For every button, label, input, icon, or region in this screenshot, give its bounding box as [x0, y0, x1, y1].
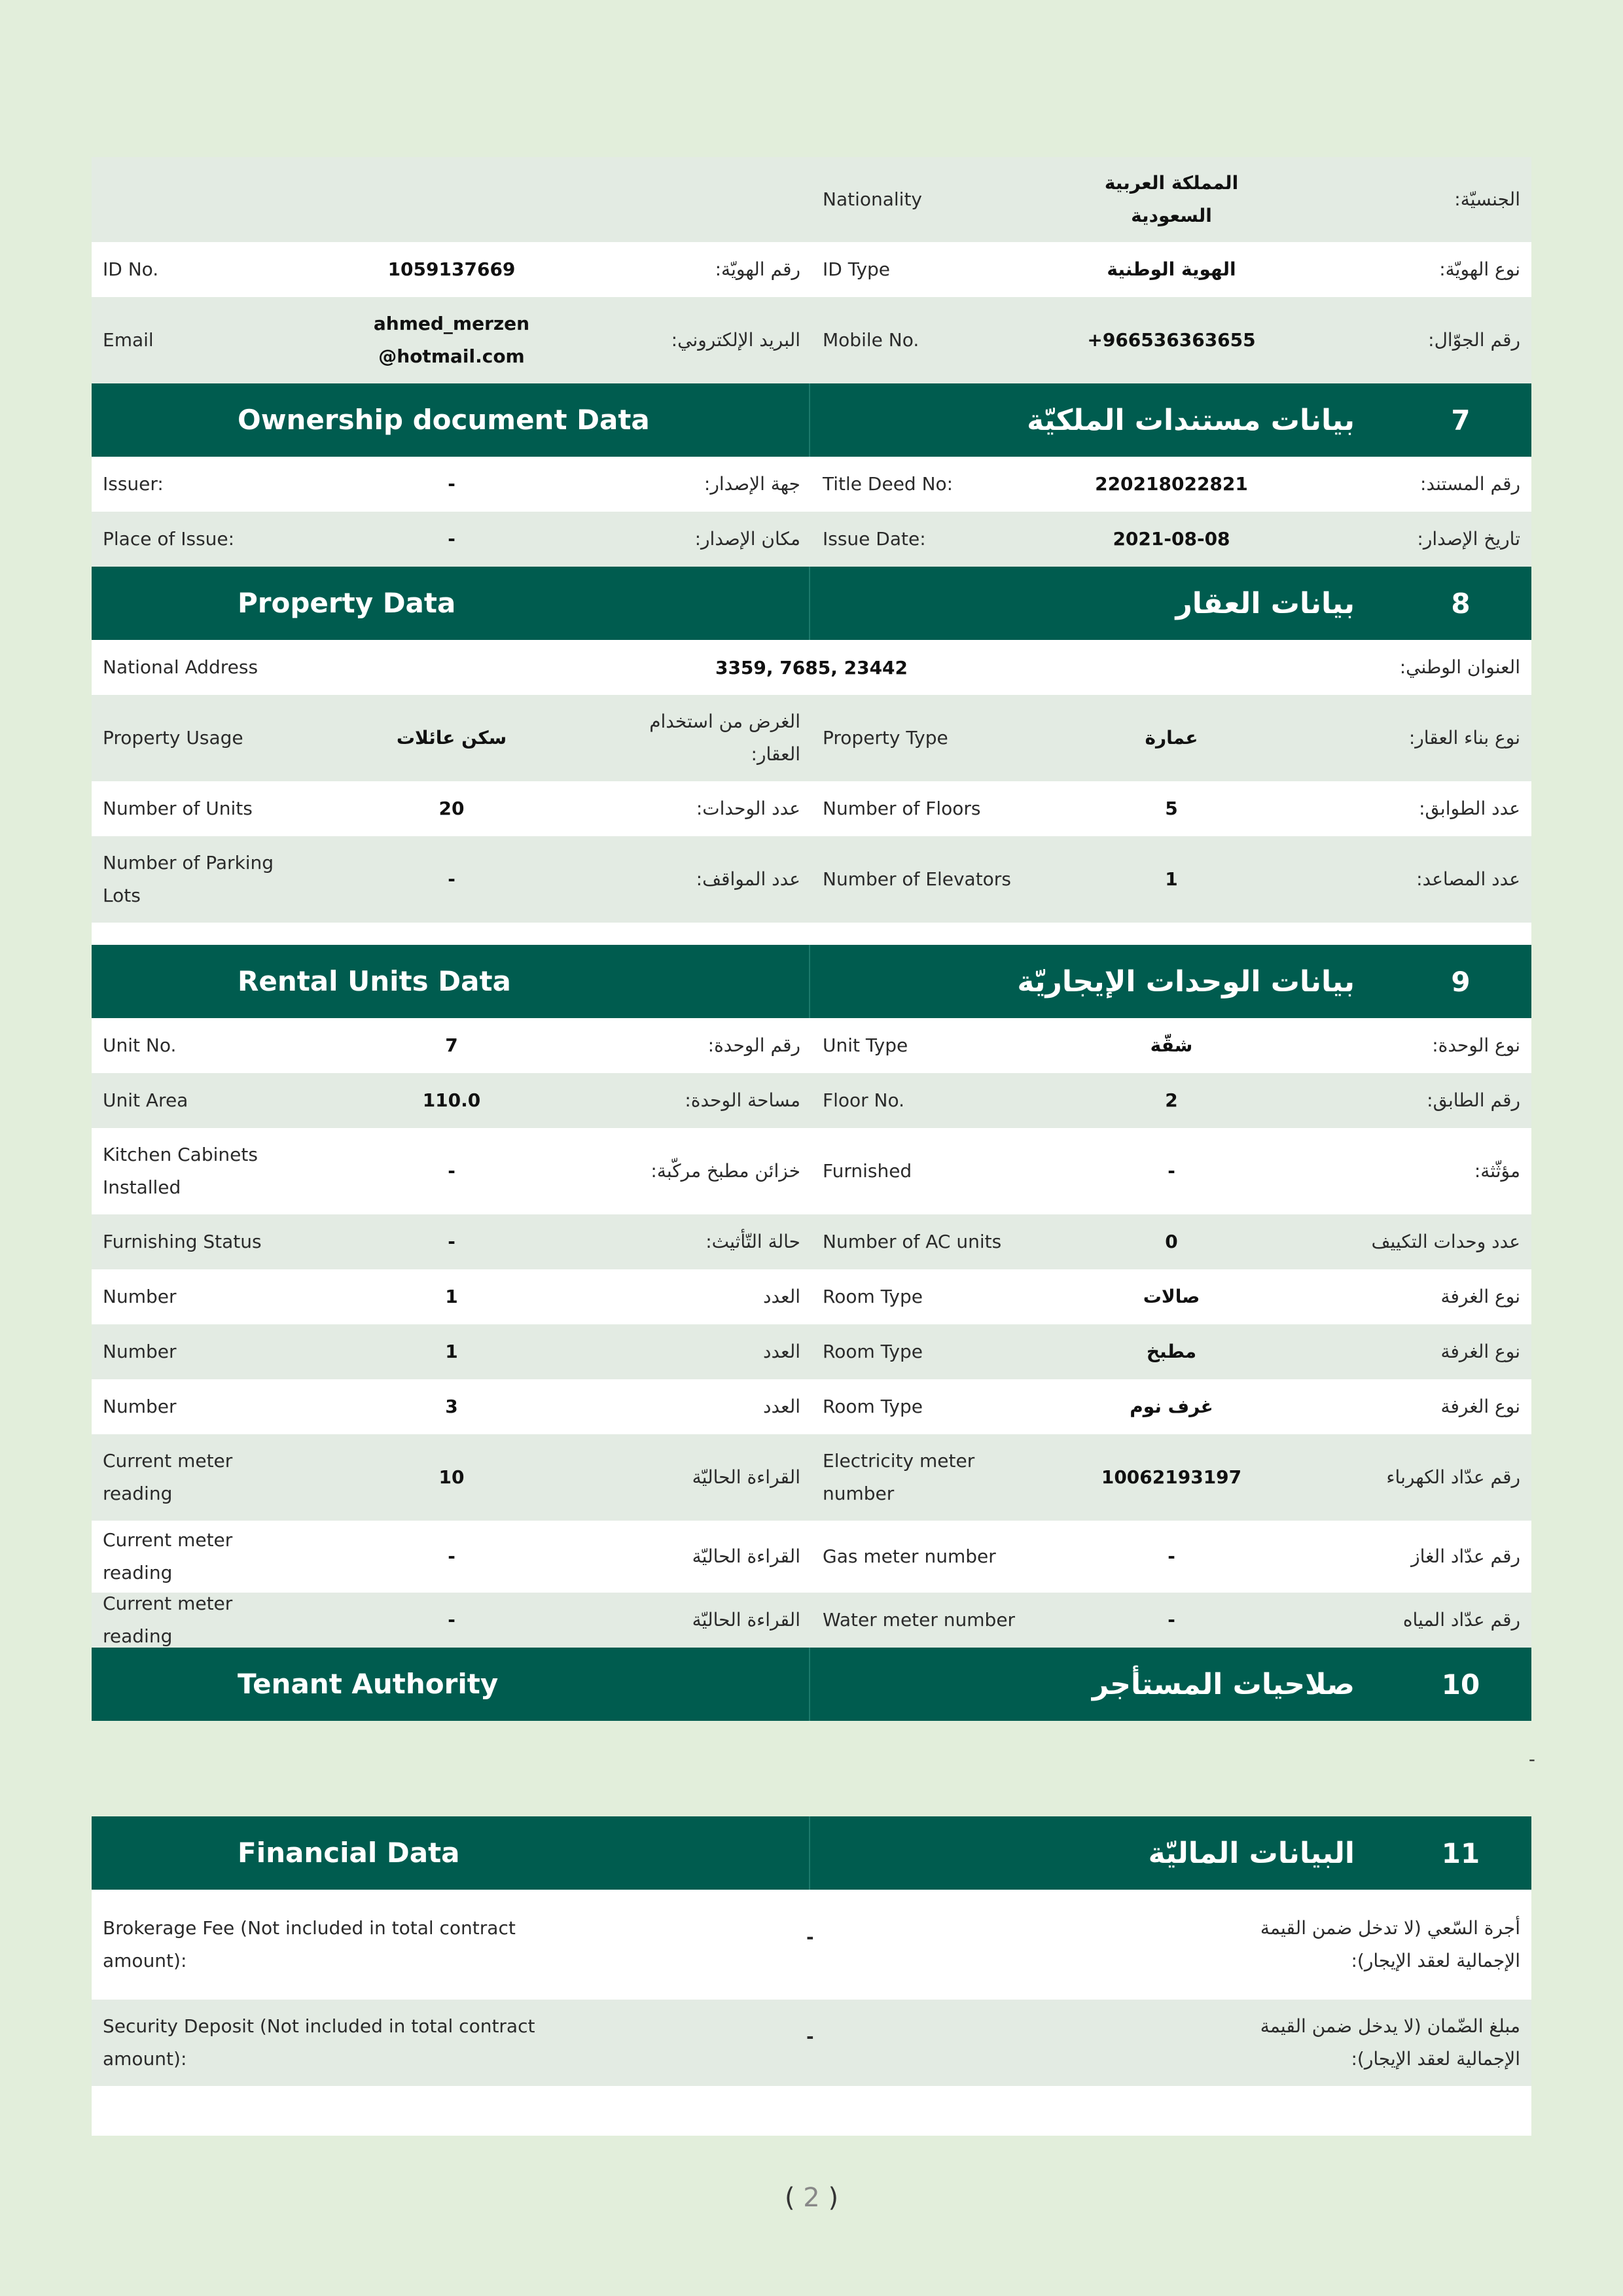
email-label-en: Email: [103, 329, 154, 351]
water-meter-label-en: Water meter number: [823, 1609, 1016, 1631]
email-value: ahmed_merzen@hotmail.com: [373, 313, 530, 367]
room-count-value: 1: [445, 1341, 458, 1362]
section-title-en: Tenant Authority: [92, 1648, 810, 1721]
table-row: [92, 836, 1531, 923]
nationality-value: المملكة العربية السعودية: [1104, 172, 1239, 226]
floors-label-ar: عدد الطوابق:: [1419, 798, 1520, 819]
section-title-ar: صلاحيات المستأجر: [1092, 1667, 1355, 1701]
issuer-label-ar: جهة الإصدار:: [704, 473, 800, 495]
section-title-ar: بيانات العقار: [1175, 586, 1355, 620]
section-header-ownership: [92, 383, 1531, 457]
type-value: عمارة: [1145, 727, 1198, 749]
mobile-row: [812, 324, 1531, 357]
table-row: [92, 781, 1531, 836]
section-title-ar-group: [810, 567, 1531, 640]
room-count-label-ar: العدد: [763, 1341, 800, 1362]
table-row: [92, 1521, 1531, 1593]
ac-label-en: Number of AC units: [823, 1231, 1002, 1252]
table-row: [92, 512, 1531, 567]
furnished-label-ar: مؤثّثة:: [1474, 1160, 1520, 1182]
unit-no-label-ar: رقم الوحدة:: [707, 1034, 800, 1056]
gas-reading-value: -: [448, 1545, 455, 1567]
floors-label-en: Number of Floors: [823, 798, 981, 819]
room-count-label-en: Number: [103, 1341, 177, 1362]
elevators-label-ar: عدد المصاعد:: [1416, 868, 1520, 890]
issuer-row: [92, 468, 812, 501]
furnishing-label-en: Furnishing Status: [103, 1231, 262, 1252]
id-no-row: [92, 253, 812, 286]
table-row: [92, 1593, 1531, 1648]
water-meter-row: [812, 1604, 1531, 1636]
floors-value: 5: [1165, 798, 1178, 819]
place-label-ar: مكان الإصدار:: [694, 528, 800, 550]
gas-reading-label-ar: القراءة الحاليّة: [692, 1545, 800, 1567]
address-label-ar: العنوان الوطني:: [1399, 656, 1520, 678]
elec-meter-label-ar: رقم عدّاد الكهرباء: [1386, 1466, 1520, 1488]
table-row: [92, 297, 1531, 383]
id-type-row: [812, 253, 1531, 286]
section-header-property: [92, 567, 1531, 640]
room-type-value: مطبخ: [1146, 1341, 1197, 1362]
room-type-value: غرف نوم: [1130, 1396, 1213, 1417]
section-header-authority: [92, 1648, 1531, 1721]
unit-type-value: شقّة: [1150, 1034, 1193, 1056]
nationality-label-en: Nationality: [823, 188, 923, 210]
id-type-label-ar: نوع الهويّة:: [1439, 258, 1520, 280]
furnishing-row: [92, 1226, 812, 1258]
section-title-ar-group: [810, 1816, 1531, 1890]
table-row: [92, 1214, 1531, 1269]
room-type-label-ar: نوع الغرفة: [1440, 1286, 1520, 1307]
page-number: [0, 2183, 1623, 2213]
kitchen-row: [92, 1139, 812, 1204]
water-reading-value: -: [448, 1609, 455, 1631]
brokerage-value: -: [806, 1926, 814, 1948]
section-number: 10: [1441, 1668, 1480, 1701]
section-number: 11: [1441, 1837, 1480, 1869]
elec-reading-label-en: Current meter reading: [103, 1450, 233, 1504]
deposit-label-en: Security Deposit (Not included in total contract amount):: [103, 2015, 535, 2070]
usage-row: [92, 705, 812, 771]
email-label-ar: البريد الإلكتروني:: [671, 329, 800, 351]
email-row: [92, 308, 812, 373]
parking-label-en: Number of Parking Lots: [103, 852, 274, 906]
table-row: [92, 1269, 1531, 1324]
kitchen-value: -: [448, 1160, 455, 1182]
room-count-value: 3: [445, 1396, 458, 1417]
issue-date-label-en: Issue Date:: [823, 528, 926, 550]
nationality-row: [812, 167, 1531, 232]
room-count-value: 1: [445, 1286, 458, 1307]
deposit-value: -: [806, 2026, 814, 2047]
gas-meter-value: -: [1168, 1545, 1175, 1567]
room-count-label-en: Number: [103, 1286, 177, 1307]
table-row: [92, 242, 1531, 297]
section-title-ar: بيانات الوحدات الإيجاريّة: [1017, 964, 1355, 998]
room-type-label-en: Room Type: [823, 1341, 923, 1362]
water-reading-label-en: Current meter reading: [103, 1593, 233, 1647]
id-type-value: الهوية الوطنية: [1107, 258, 1236, 280]
mobile-label-en: Mobile No.: [823, 329, 919, 351]
table-row: [92, 1324, 1531, 1379]
section-number: 9: [1451, 965, 1471, 998]
deed-no-label-en: Title Deed No:: [823, 473, 954, 495]
room-count-row: [92, 1335, 812, 1368]
area-value: 110.0: [422, 1089, 481, 1111]
ac-row: [812, 1226, 1531, 1258]
gas-reading-row: [92, 1524, 812, 1589]
id-no-label-ar: رقم الهويّة:: [715, 258, 800, 280]
elec-meter-value: 10062193197: [1101, 1466, 1242, 1488]
furnished-row: [812, 1155, 1531, 1188]
room-type-label-ar: نوع الغرفة: [1440, 1341, 1520, 1362]
mobile-value: +966536363655: [1087, 329, 1256, 351]
spacer-row: [92, 923, 1531, 945]
elec-reading-label-ar: القراءة الحاليّة: [692, 1466, 800, 1488]
unit-no-row: [92, 1029, 812, 1062]
room-count-label-ar: العدد: [763, 1396, 800, 1417]
room-count-row: [92, 1280, 812, 1313]
area-label-en: Unit Area: [103, 1089, 188, 1111]
floor-no-value: 2: [1165, 1089, 1178, 1111]
unit-type-row: [812, 1029, 1531, 1062]
room-count-label-en: Number: [103, 1396, 177, 1417]
elec-meter-label-en: Electricity meter number: [823, 1450, 975, 1504]
section-number: 8: [1451, 587, 1471, 620]
place-value: -: [448, 528, 455, 550]
furnished-value: -: [1168, 1160, 1175, 1182]
section-header-financial: [92, 1816, 1531, 1890]
table-row: [92, 1128, 1531, 1214]
deed-no-row: [812, 468, 1531, 501]
room-type-label-en: Room Type: [823, 1286, 923, 1307]
authority-text: -: [1528, 1748, 1535, 1770]
table-row: [92, 457, 1531, 512]
brokerage-label-en: Brokerage Fee (Not included in total contract amount):: [103, 1917, 516, 1971]
water-meter-value: -: [1168, 1609, 1175, 1631]
deed-no-value: 220218022821: [1095, 473, 1248, 495]
section-title-en: Financial Data: [92, 1816, 810, 1890]
deposit-row: [92, 2000, 1531, 2086]
page-number-close: ): [828, 2183, 839, 2213]
id-type-label-en: ID Type: [823, 258, 891, 280]
contract-page: [92, 157, 1535, 2136]
floors-row: [812, 792, 1531, 825]
issue-date-row: [812, 523, 1531, 556]
table-row: [92, 1379, 1531, 1434]
unit-no-value: 7: [445, 1034, 458, 1056]
room-type-row: [812, 1335, 1531, 1368]
gas-meter-label-ar: رقم عدّاد الغاز: [1411, 1545, 1520, 1567]
unit-type-label-en: Unit Type: [823, 1034, 908, 1056]
units-label-ar: عدد الوحدات:: [696, 798, 800, 819]
elevators-value: 1: [1165, 868, 1178, 890]
type-row: [812, 722, 1531, 754]
national-address-row: [92, 640, 1531, 695]
room-count-row: [92, 1390, 812, 1423]
floor-no-row: [812, 1084, 1531, 1117]
room-type-label-en: Room Type: [823, 1396, 923, 1417]
unit-no-label-en: Unit No.: [103, 1034, 177, 1056]
section-title-ar-group: [810, 383, 1531, 457]
water-meter-label-ar: رقم عدّاد المياه: [1402, 1609, 1520, 1631]
room-type-label-ar: نوع الغرفة: [1440, 1396, 1520, 1417]
nationality-label-ar: الجنسيّة:: [1454, 188, 1520, 210]
furnishing-value: -: [448, 1231, 455, 1252]
parking-value: -: [448, 868, 455, 890]
units-label-en: Number of Units: [103, 798, 253, 819]
furnished-label-en: Furnished: [823, 1160, 912, 1182]
type-label-en: Property Type: [823, 727, 948, 749]
mobile-label-ar: رقم الجوّال:: [1428, 329, 1520, 351]
section-title-en: Property Data: [92, 567, 810, 640]
deed-no-label-ar: رقم المستند:: [1420, 473, 1520, 495]
kitchen-label-ar: خزائن مطبخ مركّبة:: [651, 1160, 800, 1182]
place-row: [92, 523, 812, 556]
gas-meter-label-en: Gas meter number: [823, 1545, 996, 1567]
elevators-row: [812, 863, 1531, 896]
unit-type-label-ar: نوع الوحدة:: [1432, 1034, 1520, 1056]
floor-no-label-ar: رقم الطابق:: [1427, 1089, 1520, 1111]
elec-reading-value: 10: [438, 1466, 465, 1488]
section-title-en: Rental Units Data: [92, 945, 810, 1018]
issuer-value: -: [448, 473, 455, 495]
table-row: [92, 1073, 1531, 1128]
page-number-open: (: [784, 2183, 795, 2213]
brokerage-row: [92, 1890, 1531, 2000]
spacer-row: [92, 2086, 1531, 2136]
address-label-en: National Address: [103, 656, 259, 678]
floor-no-label-en: Floor No.: [823, 1089, 905, 1111]
room-count-label-ar: العدد: [763, 1286, 800, 1307]
address-value: 3359, 7685, 23442: [715, 656, 908, 679]
section-title-en: Ownership document Data: [92, 383, 810, 457]
ac-label-ar: عدد وحدات التكييف: [1371, 1231, 1520, 1252]
section-title-ar: البيانات الماليّة: [1148, 1836, 1355, 1870]
room-type-value: صالات: [1143, 1286, 1200, 1307]
issuer-label-en: Issuer:: [103, 473, 164, 495]
area-row: [92, 1084, 812, 1117]
area-label-ar: مساحة الوحدة:: [685, 1089, 800, 1111]
units-value: 20: [438, 798, 465, 819]
elevators-label-en: Number of Elevators: [823, 868, 1011, 890]
issue-date-label-ar: تاريخ الإصدار:: [1417, 528, 1520, 550]
table-row: [92, 1018, 1531, 1073]
issue-date-value: 2021-08-08: [1113, 528, 1230, 550]
section-header-rental: [92, 945, 1531, 1018]
brokerage-label-ar: أجرة السّعي (لا تدخل ضمن القيمة الإجمالية لعقد الإيجار):: [1260, 1917, 1520, 1971]
ac-value: 0: [1165, 1231, 1178, 1252]
usage-label-en: Property Usage: [103, 727, 243, 749]
id-no-label-en: ID No.: [103, 258, 159, 280]
gas-reading-label-en: Current meter reading: [103, 1529, 233, 1583]
deposit-label-ar: مبلغ الضّمان (لا يدخل ضمن القيمة الإجمالية لعقد الإيجار):: [1260, 2015, 1520, 2070]
section-title-ar-group: [810, 945, 1531, 1018]
room-type-row: [812, 1390, 1531, 1423]
kitchen-label-en: Kitchen Cabinets Installed: [103, 1144, 258, 1198]
table-row: [92, 157, 1531, 242]
gas-meter-row: [812, 1540, 1531, 1573]
elec-reading-row: [92, 1445, 812, 1510]
usage-value: سكن عائلات: [396, 727, 507, 749]
furnishing-label-ar: حالة التّأثيث:: [705, 1231, 800, 1252]
page-number-value: 2: [803, 2183, 820, 2213]
table-row: [92, 695, 1531, 781]
parking-row: [92, 847, 812, 912]
usage-label-ar: الغرض من استخدام العقار:: [649, 711, 800, 765]
section-title-ar: بيانات مستندات الملكيّة: [1027, 403, 1355, 437]
section-title-ar-group: [810, 1648, 1531, 1721]
id-no-value: 1059137669: [387, 258, 516, 280]
water-reading-label-ar: القراءة الحاليّة: [692, 1609, 800, 1631]
authority-content: [92, 1721, 1535, 1816]
units-row: [92, 792, 812, 825]
water-reading-row: [92, 1587, 812, 1653]
elec-meter-row: [812, 1445, 1531, 1510]
place-label-en: Place of Issue:: [103, 528, 235, 550]
section-number: 7: [1451, 404, 1471, 436]
room-type-row: [812, 1280, 1531, 1313]
table-row: [92, 1434, 1531, 1521]
parking-label-ar: عدد المواقف:: [696, 868, 800, 890]
type-label-ar: نوع بناء العقار:: [1408, 727, 1520, 749]
